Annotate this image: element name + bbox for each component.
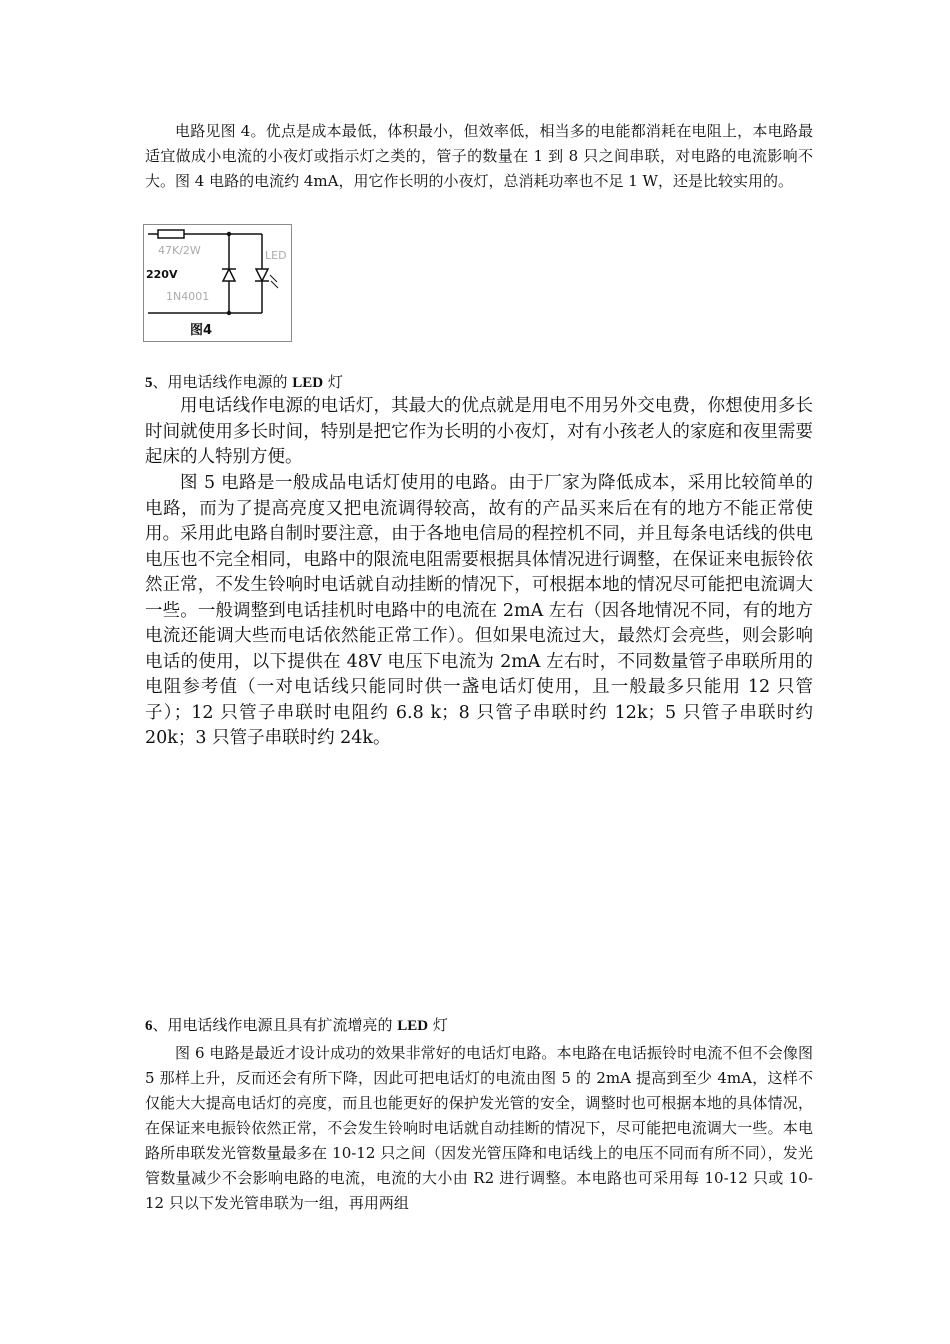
led-symbol <box>256 269 268 281</box>
figure-4-circuit <box>143 224 292 342</box>
led-label: LED <box>265 249 287 262</box>
section-5-title-prefix: 、用电话线作电源的 <box>152 373 293 391</box>
section-5-title-bold: LED <box>292 375 324 391</box>
diode-symbol <box>223 269 235 281</box>
section-5-paragraph-2: 图 5 电路是一般成品电话灯使用的电路。由于厂家为降低成本，采用比较简单的电路，而为了提高亮度又把电流调得较高，故有的产品买来后在有的地方不能正常使用。采用此电路自制时要注意，由于各地电信局的程控机不同，并且每条电话线的供电电压也不完全相同，电路中的限流电阻需要根据具体情况进行调整，在保证来电振铃依然正常，不发生铃响时电话就自动挂断的情况下，可根据本地的情况尽可能把电流调大一些。一般调整到电话挂机时电路中的电流在 2mA 左右（因各地情况不同，有的地方电流还能调大些而电话依然能正常工作）。但如果电流过大，最然灯会亮些，则会影响电话的使用，以下提供在 48V 电压下电流为 2mA 左右时，不同数量管子串联所用的电阻参考值（一对电话线只能同时供一盏电话灯使用，且一般最多只能用 12 只管子）；12 只管子串联时电阻约 6.8 k；8 只管子串联时约 12k；5 只管子串联时约 20k；3 只管子串联时约 24k。 <box>145 473 813 748</box>
resistor-label: 47K/2W <box>158 244 201 257</box>
section-5-number: 5 <box>145 375 153 391</box>
section-6-title-bold: LED <box>397 1018 429 1034</box>
figure-caption: 图4 <box>190 323 213 338</box>
section-5-title-suffix: 灯 <box>323 373 343 391</box>
section-5-paragraph-1: 用电话线作电源的电话灯，其最大的优点就是用电不用另外交电费，你想使用多长时间就使用多长时间，特别是把它作为长明的小夜灯，对有小孩老人的家庭和夜里需要起床的人特别方便。 <box>145 396 813 467</box>
resistor-symbol <box>158 230 184 238</box>
voltage-label: 220V <box>146 268 178 281</box>
section-6-title-prefix: 、用电话线作电源且具有扩流增亮的 <box>152 1016 398 1034</box>
section-6-title-suffix: 灯 <box>428 1016 448 1034</box>
intro-paragraph: 电路见图 4。优点是成本最低，体积最小，但效率低，相当多的电能都消耗在电阻上，本电路最适宜做成小电流的小夜灯或指示灯之类的，管子的数量在 1 到 8 只之间串联，对电路的电流影响不大。图 4 电路的电流约 4mA，用它作长明的小夜灯，总消耗功率也不足 1 W，还是比较实用的。 <box>145 122 813 190</box>
section-6-heading <box>145 1014 448 1037</box>
section-5-heading <box>145 371 343 394</box>
circuit-diagram <box>144 225 291 341</box>
section-6-number: 6 <box>145 1018 153 1034</box>
section-6-paragraph-1: 图 6 电路是最近才设计成功的效果非常好的电话灯电路。本电路在电话振铃时电流不但不会像图 5 那样上升，反而还会有所下降，因此可把电话灯的电流由图 5 的 2mA 提高到至少 4mA，这样不仅能大大提高电话灯的亮度，而且也能更好的保护发光管的安全，调整时也可根据本地的具体情况，在保证来电振铃依然正常，不会发生铃响时电话就自动挂断的情况下，尽可能把电流调大一些。本电路所串联发光管数量最多在 10-12 只之间（因发光管压降和电话线上的电压不同而有所不同），发光管数量减少不会影响电路的电流，电流的大小由 R2 进行调整。本电路也可采用每 10-12 只或 10-12 只以下发光管串联为一组，再用两组 <box>145 1044 813 1212</box>
diode-label: 1N4001 <box>166 290 210 303</box>
